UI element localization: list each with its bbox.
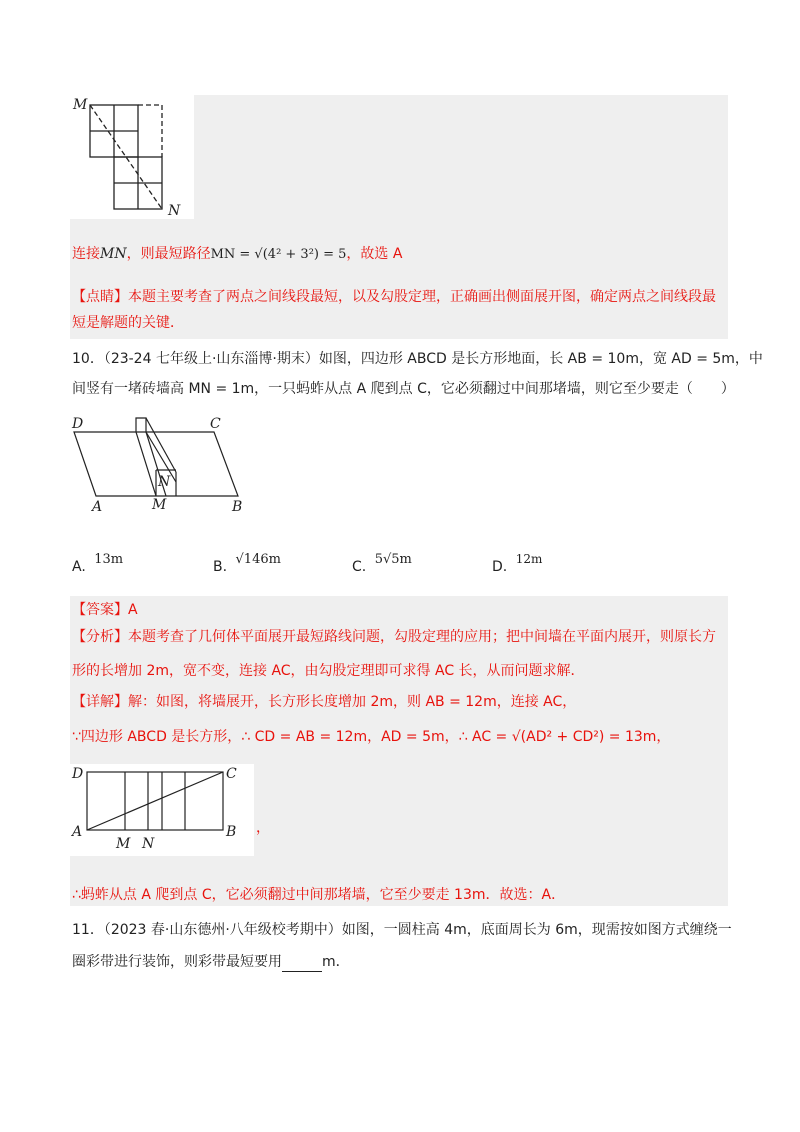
question-11-line1: 11．（2023 春·山东德州·八年级校考期中）如图，一圆柱高 4m，底面周长为 6m，现需按如图方式缠绕一 bbox=[72, 922, 732, 938]
detail-text-1: 解：如图，将墙展开，长方形长度增加 2m，则 AB = 12m，连接 AC， bbox=[128, 694, 577, 710]
fig10b-d-label: D bbox=[72, 766, 84, 782]
conclusion-10: ∴蚂蚱从点 A 爬到点 C，它必须翻过中间那堵墙，它至少要走 13m．故选：A． bbox=[72, 887, 566, 903]
solution-9-line bbox=[72, 244, 402, 265]
option-c-letter: C. bbox=[352, 559, 367, 575]
fig10b-b-label: B bbox=[226, 824, 237, 840]
answer-value: A bbox=[128, 602, 138, 618]
wall-parallelogram-figure bbox=[66, 412, 256, 516]
option-d[interactable] bbox=[492, 552, 543, 577]
fig10b-c-label: C bbox=[226, 766, 237, 782]
analysis-10-line1 bbox=[72, 627, 716, 647]
option-b-value: √146m bbox=[235, 552, 281, 567]
fig10-c-label: C bbox=[210, 416, 221, 432]
analysis-tag: 【分析】 bbox=[72, 629, 128, 645]
option-d-value: 12m bbox=[515, 552, 543, 566]
net-figure-mn bbox=[70, 95, 194, 219]
dianjing-9-line2: 短是解题的关键． bbox=[72, 315, 184, 331]
option-b[interactable] bbox=[213, 552, 281, 578]
option-a[interactable] bbox=[72, 552, 124, 578]
option-d-letter: D. bbox=[492, 559, 508, 575]
unfolded-rectangle-figure bbox=[70, 764, 254, 856]
point-n-label: N bbox=[168, 203, 181, 219]
option-a-letter: A. bbox=[72, 559, 86, 575]
detail-tag: 【详解】 bbox=[72, 694, 128, 710]
q11-text-b: m． bbox=[322, 954, 350, 970]
question-11-line2 bbox=[72, 952, 350, 972]
sol9-text-a: 连接 bbox=[72, 246, 100, 262]
sol9-formula: MN = √(4² + 3²) = 5 bbox=[210, 247, 347, 262]
question-10-line1: 10．（23-24 七年级上·山东淄博·期末）如图，四边形 ABCD 是长方形地面，长 AB = 10m，宽 AD = 5m，中 bbox=[72, 351, 763, 367]
analysis-10-line2: 形的长增加 2m，宽不变，连接 AC，由勾股定理即可求得 AC 长，从而问题求解． bbox=[72, 663, 585, 679]
sol9-mn: MN bbox=[100, 246, 127, 262]
option-c[interactable] bbox=[352, 552, 412, 578]
fig10-b-label: B bbox=[232, 499, 243, 515]
answer-10 bbox=[72, 600, 138, 620]
fig10b-n-label: N bbox=[142, 836, 155, 852]
analysis-text-1: 本题考查了几何体平面展开最短路线问题，勾股定理的应用；把中间墙在平面内展开，则原长方 bbox=[128, 629, 716, 645]
option-c-value: 5√5m bbox=[374, 552, 412, 567]
fig10-m-label: M bbox=[152, 497, 167, 513]
answer-tag: 【答案】 bbox=[72, 602, 128, 618]
fig10-d-label: D bbox=[72, 416, 84, 432]
sol9-text-b: ，则最短路径 bbox=[126, 246, 211, 262]
figure-suffix-comma: ， bbox=[256, 820, 270, 836]
fig10b-a-label: A bbox=[72, 824, 83, 840]
sol9-text-c: ，故选 A bbox=[346, 246, 403, 262]
dianjing-9-line1 bbox=[72, 287, 716, 307]
question-10-line2: 间竖有一堵砖墙高 MN = 1m，一只蚂蚱从点 A 爬到点 C，它必须翻过中间那堵墙，则它至少要走（ ） bbox=[72, 381, 735, 397]
option-b-letter: B. bbox=[213, 559, 228, 575]
dianjing-text-1: 本题主要考查了两点之间线段最短，以及勾股定理，正确画出侧面展开图，确定两点之间线段最 bbox=[128, 289, 716, 305]
q11-text-a: 圈彩带进行装饰，则彩带最短要用 bbox=[72, 954, 282, 970]
dianjing-tag: 【点睛】 bbox=[72, 289, 128, 305]
fig10-a-label: A bbox=[92, 499, 103, 515]
point-m-label: M bbox=[73, 97, 88, 113]
fig10b-m-label: M bbox=[116, 836, 131, 852]
detail-10-line2: ∵四边形 ABCD 是长方形，∴ CD = AB = 12m，AD = 5m，∴ AC = √(AD² + CD²) = 13m， bbox=[72, 729, 671, 745]
detail-10-line1 bbox=[72, 692, 576, 712]
fig10-n-label: N bbox=[158, 474, 171, 490]
answer-blank[interactable] bbox=[282, 957, 322, 972]
option-a-value: 13m bbox=[94, 552, 124, 567]
